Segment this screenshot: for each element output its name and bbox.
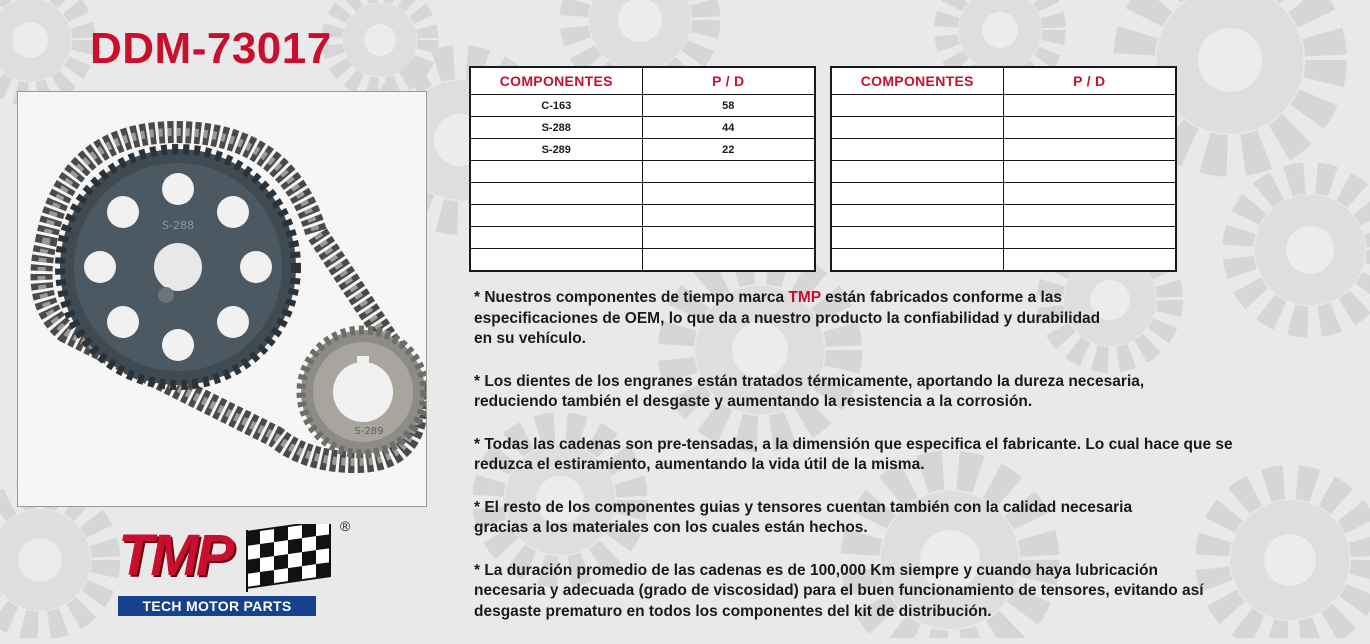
cell-pd	[1003, 139, 1176, 161]
cell-component	[470, 249, 642, 272]
cell-component	[470, 183, 642, 205]
cell-component	[470, 227, 642, 249]
note-oem-after: están fabricados conforme a las especificaciones de OEM, lo que da a nuestro producto la confiabilidad y durabilidad en su vehículo.	[474, 289, 1101, 347]
table-row	[470, 183, 815, 205]
logo-brand: TMP	[118, 523, 232, 588]
cell-pd	[642, 161, 815, 183]
large-gear-mark: S-288	[162, 219, 194, 232]
header-componentes: COMPONENTES	[831, 67, 1003, 95]
cell-pd: 22	[642, 139, 815, 161]
small-gear-mark: S-289	[354, 426, 384, 437]
header-componentes: COMPONENTES	[470, 67, 642, 95]
table-row	[831, 227, 1176, 249]
cell-component	[831, 205, 1003, 227]
cell-pd	[1003, 117, 1176, 139]
cell-component	[831, 161, 1003, 183]
cell-pd: 58	[642, 95, 815, 117]
table-row	[470, 161, 815, 183]
cell-component	[831, 249, 1003, 272]
cell-pd	[1003, 205, 1176, 227]
table-row	[831, 117, 1176, 139]
product-code-title: DDM-73017	[90, 24, 332, 73]
table-row	[831, 139, 1176, 161]
registered-mark: ®	[340, 518, 351, 534]
table-row	[470, 205, 815, 227]
cell-pd	[1003, 161, 1176, 183]
table-row	[470, 227, 815, 249]
product-notes	[474, 288, 1360, 644]
note-oem-before: * Nuestros componentes de tiempo marca	[474, 289, 789, 306]
header-pd: P / D	[642, 67, 815, 95]
table-row	[470, 139, 815, 161]
cell-pd	[1003, 227, 1176, 249]
cell-pd	[642, 227, 815, 249]
cell-component	[470, 161, 642, 183]
components-table-left	[469, 66, 816, 272]
cell-pd	[1003, 249, 1176, 272]
product-photo	[17, 91, 427, 507]
cell-pd	[642, 205, 815, 227]
cell-component	[831, 227, 1003, 249]
cell-pd: 44	[642, 117, 815, 139]
note-guides: * El resto de los componentes guias y tensores cuentan también con la calidad necesaria gracias a los materiales con los cuales están hechos.	[474, 498, 1133, 536]
note-duration: * La duración promedio de las cadenas es de 100,000 Km siempre y cuando haya lubricación necesaria y adecuada (grado de viscosidad) para el buen funcionamiento de tensores, evitando así desgaste prematuro en todos los componentes del kit de distribución.	[474, 561, 1204, 620]
checkered-flag-icon	[246, 524, 336, 592]
cell-component	[831, 117, 1003, 139]
table-row	[831, 205, 1176, 227]
cell-component	[831, 95, 1003, 117]
table-row	[831, 249, 1176, 272]
table-row	[470, 95, 815, 117]
table-row	[831, 161, 1176, 183]
components-table-right	[830, 66, 1177, 272]
cell-pd	[642, 249, 815, 272]
note-gear-teeth: * Los dientes de los engranes están tratados térmicamente, aportando la dureza necesaria, reduciendo también el desgaste y aumentando la resistencia a la corrosión.	[474, 372, 1145, 410]
cell-pd	[642, 183, 815, 205]
cell-component: S-288	[470, 117, 642, 139]
note-chains: * Todas las cadenas son pre-tensadas, a la dimensión que especifica el fabricante. Lo cual hace que se reduzca el estiramiento, aumentando la vida útil de la misma.	[474, 435, 1233, 473]
note-oem	[474, 288, 1360, 350]
table-row	[470, 117, 815, 139]
logo-tagline: TECH MOTOR PARTS	[118, 596, 316, 616]
table-row	[831, 95, 1176, 117]
cell-pd	[1003, 183, 1176, 205]
timing-chain-illustration	[18, 92, 426, 506]
tmp-logo	[118, 518, 358, 618]
note-brand-name: TMP	[788, 289, 821, 306]
table-row	[831, 183, 1176, 205]
table-row	[470, 249, 815, 272]
header-pd: P / D	[1003, 67, 1176, 95]
cell-component	[470, 205, 642, 227]
cell-component	[831, 183, 1003, 205]
cell-pd	[1003, 95, 1176, 117]
cell-component: S-289	[470, 139, 642, 161]
cell-component	[831, 139, 1003, 161]
cell-component: C-163	[470, 95, 642, 117]
